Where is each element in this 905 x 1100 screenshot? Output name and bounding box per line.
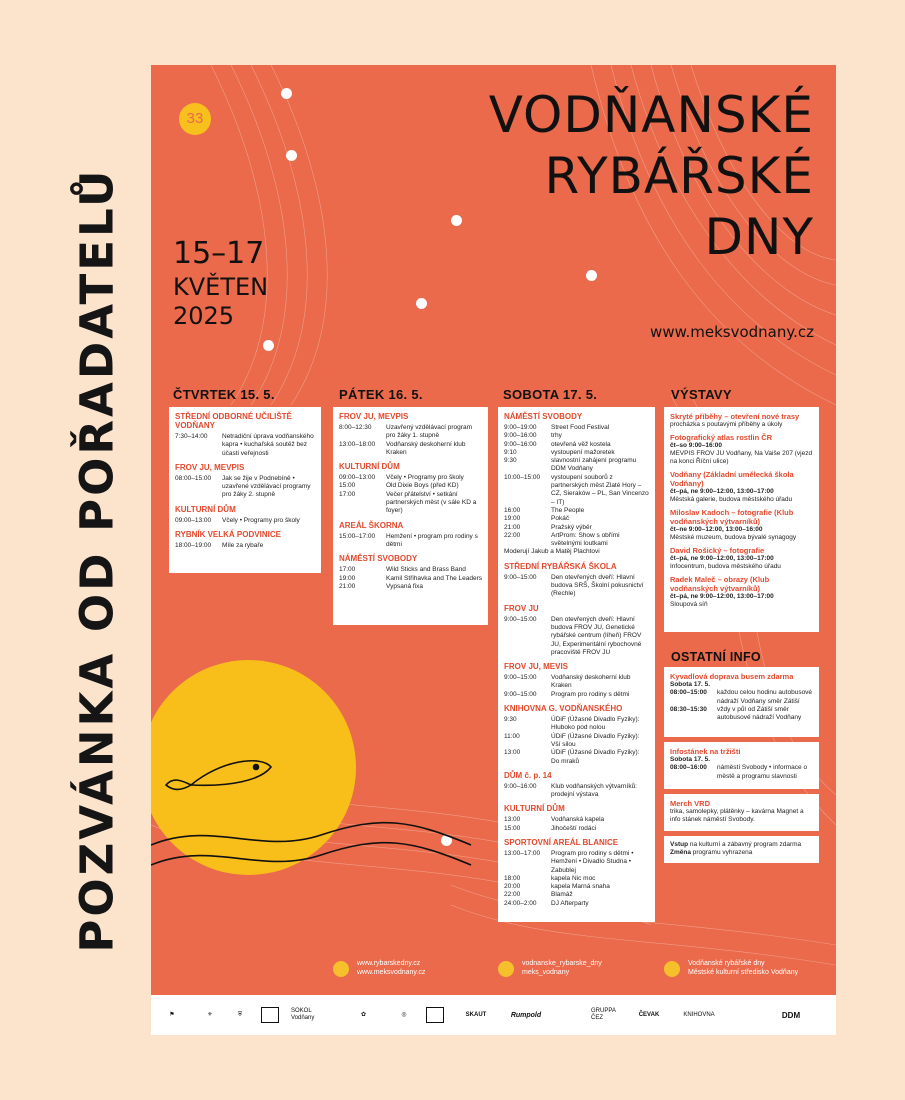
dot-decoration <box>416 298 427 309</box>
program-row: 17:00 Wild Sticks and Brass Band <box>339 566 466 574</box>
program-row: 9:00–19:00 Street Food Festival <box>504 424 610 431</box>
info-card-entry: Vstup na kulturní a zábavný program zdarma Změna programu vyhrazena <box>664 836 819 863</box>
program-row: 22:00 Blamáž <box>504 891 573 899</box>
program-row: 15:00–17:00 Hemžení • program pro rodiny s dětmi <box>339 532 478 548</box>
program-row: 9:30 slavnostní zahájení programu DDM Vodňany <box>504 457 637 473</box>
facebook-icon <box>498 961 514 977</box>
program-row: 9:00–15:00 Vodňanský deskoherní klub Kraken <box>504 674 631 690</box>
logo-emblem: ◎ <box>401 1011 407 1018</box>
program-row: 17:00 Večer přátelství • setkání partnerských měst (v sále KD a foyer) <box>339 490 477 515</box>
instagram-icon <box>664 961 680 977</box>
globe-icon <box>333 961 349 977</box>
venue-heading: FROV JU, MEVIS <box>504 662 569 672</box>
venue-heading: AREÁL ŠKORNA <box>339 520 404 530</box>
program-row: 21:00 Pražský výběr <box>504 523 592 531</box>
program-row: 13:00–17:00 Program pro rodiny s dětmi • Hemžení • Divadlo Studna • Zabublej <box>504 849 634 874</box>
date-range: 15–17 <box>173 236 265 271</box>
day-heading-friday: PÁTEK 16. 5. <box>339 387 423 402</box>
day-heading-thursday: ČTVRTEK 15. 5. <box>173 387 275 402</box>
program-row: 18:00 kapela Nic moc <box>504 874 596 882</box>
venue-heading: STŘEDNÍ RYBÁŘSKÁ ŠKOLA <box>504 561 617 571</box>
fish-illustration <box>151 725 481 875</box>
logo-sokol: SOKOL Vodňany <box>291 1008 315 1021</box>
exhibitions-heading: VÝSTAVY <box>671 387 732 402</box>
program-card-saturday <box>498 407 655 922</box>
logo-emblem: ✿ <box>360 1011 367 1018</box>
logo-emblem <box>261 1007 279 1023</box>
venue-heading: FROV JU, MEVPIS <box>175 462 245 472</box>
program-row: 9:00–16:00 otevřená věž kostela <box>504 440 611 448</box>
logo-rumpold: Rumpold <box>510 1011 542 1019</box>
event-poster <box>151 65 836 1035</box>
program-row: 11:00 ÚDiF (Úžasné Divadlo Fyziky): Vší silou <box>504 732 640 748</box>
program-note: Moderují Jakub a Matěj Plachtovi <box>504 548 600 556</box>
title-line: RYBÁŘSKÉ <box>544 147 814 205</box>
program-row: 18:00–19:00 Míle za rybaře <box>175 542 264 550</box>
exhibition-item: Skryté příběhy – otevření nové trasy procházka s poutavými příběhy a úkoly <box>670 412 800 428</box>
month: KVĚTEN <box>173 273 269 301</box>
footer-websites[interactable]: www.rybarskedny.cz www.meksvodnany.cz <box>333 960 425 977</box>
program-row: 21:00 Vypsaná fixa <box>339 582 423 590</box>
venue-heading: FROV JU, MEVPIS <box>339 412 409 421</box>
info-card-infostand: Infostánek na tržišti Sobota 17. 5. 08:00–16:00 náměstí Svobody • informace o městě a programu slavnosti <box>664 742 819 789</box>
logo-cevak: ČEVAK <box>638 1011 660 1018</box>
dot-decoration <box>451 215 462 226</box>
year: 2025 <box>173 302 235 330</box>
other-info-heading: OSTATNÍ INFO <box>671 650 761 664</box>
program-row: 9:30 ÚDiF (Úžasné Divadlo Fyziky): Hluboko pod nolou <box>504 716 640 732</box>
dot-decoration <box>586 270 597 281</box>
program-row: 19:00 Pokáč <box>504 515 570 523</box>
exhibition-item: Radek Maleč – obrazy (Klub vodňanských výtvarníků) čt–pá, ne 9:00–12:00, 13:00–17:00 Sloupová síň <box>670 575 774 608</box>
venue-heading: KULTURNÍ DŮM <box>339 462 400 472</box>
program-card-thursday <box>169 407 321 573</box>
program-row: 13:00 Vodňanská kapela <box>504 816 605 824</box>
venue-heading: SPORTOVNÍ AREÁL BLANICE <box>504 837 619 847</box>
dot-decoration <box>281 88 292 99</box>
festival-title <box>489 85 814 268</box>
exhibition-item: Fotografický atlas rostlin ČR čt–so 9:00–16:00 MEVPIS FROV JU Vodňany, Na Vaiše 207 (vjezd na konci Říční ulice) <box>670 433 813 465</box>
logo-knihovna: KNIHOVNA <box>683 1011 715 1018</box>
venue-heading: NÁMĚSTÍ SVOBODY <box>339 554 418 564</box>
exhibition-item: Miloslav Kadoch – fotografie (Klub vodňanských výtvarníků) čt–ne 9:00–12:00, 13:00–16:00 Městské muzeum, budova bývalé synagogy <box>670 508 797 541</box>
venue-heading: NÁMĚSTÍ SVOBODY <box>504 412 583 421</box>
program-row: 7:30–14:00 Netradiční úprava vodňanského kapra • kuchařská soutěž bez účasti veřejnosti <box>175 433 314 457</box>
program-row: 24:00–2:00 DJ Afterparty <box>504 899 589 907</box>
logo-emblem: ⛨ <box>237 1011 243 1018</box>
program-row: 16:00 The People <box>504 506 585 514</box>
venue-heading: DŮM č. p. 14 <box>504 770 552 780</box>
footer-instagram[interactable]: vodnanske_rybarske_dny meks_vodnany <box>498 960 602 977</box>
program-card-friday <box>333 407 488 625</box>
logo-ddm: DDM <box>781 1010 801 1020</box>
program-row: 09:00–13:00 Včely • Programy pro školy <box>339 474 464 482</box>
logo-emblem <box>426 1007 444 1023</box>
program-row: 15:00 Jihočeští rodáci <box>504 824 597 832</box>
exhibition-item: Vodňany (Základní umělecká škola Vodňany) čt–pá, ne 9:00–12:00, 13:00–17:00 Městská galerie, budova městského úřadu <box>670 470 794 503</box>
logo-cez: GRUPPA ČEZ <box>591 1008 616 1021</box>
program-row: 19:00 Kamil Střihavka and The Leaders <box>339 574 482 582</box>
logo-emblem: ⚜ <box>207 1011 213 1018</box>
dot-decoration <box>286 150 297 161</box>
program-row: 9:00–15:00 Den otevřených dveří: Hlavní budova SRŠ, Školní pokusnictví (Rechle) <box>504 573 644 598</box>
program-row: 22:00 ArtProm: Show s obřími světelnými loutkami <box>504 531 620 548</box>
partner-logos <box>151 995 836 1035</box>
dot-decoration <box>263 340 274 351</box>
festival-dates <box>173 235 268 331</box>
program-row: 20:00 kapela Marná snaha <box>504 883 610 891</box>
program-row: 9:00–16:00 trhy <box>504 432 562 440</box>
venue-heading: KNIHOVNA G. VODŇANSKÉHO <box>504 704 623 714</box>
program-row: 9:00–15:00 Den otevřených dveří: Hlavní budova FROV JU, Genetické rybářské centrum (líheň) FROV JU, Experimentální rybochovné pracoviště FROV JU <box>504 615 642 656</box>
venue-heading: FROV JU <box>504 603 539 613</box>
venue-heading: KULTURNÍ DŮM <box>504 804 565 814</box>
program-row: 13:00 ÚDiF (Úžasné Divadlo Fyziky): Do mraků <box>504 749 640 765</box>
program-row: 09:00–13:00 Včely • Programy pro školy <box>175 516 300 524</box>
venue-heading: STŘEDNÍ ODBORNÉ UČILIŠTĚ VODŇANY <box>175 412 292 430</box>
side-title <box>22 40 162 1040</box>
website-url: www.meksvodnany.cz <box>650 323 814 341</box>
program-row: 15:00 Old Dixie Boys (před KD) <box>339 482 459 490</box>
program-row: 9:00–15:00 Program pro rodiny s dětmi <box>504 690 630 698</box>
footer-facebook[interactable]: Vodňanské rybářské dny Městské kulturní středisko Vodňany <box>664 960 798 977</box>
exhibitions-card <box>664 407 819 632</box>
program-row: 8:00–12:30 Uzavřený vzdělávací program pro žáky 1. stupně <box>339 424 472 440</box>
logo-skaut: SKAUT <box>465 1011 487 1018</box>
edition-badge: 33 <box>179 103 211 135</box>
logo-emblem: ⚑ <box>169 1011 175 1018</box>
program-row: 9:10 vystoupení mažoretek <box>504 448 615 456</box>
info-card-merch: Merch VRD trika, samolepky, plátěnky – kavárna Magnet a info stánek náměstí Svobody. <box>664 794 819 831</box>
info-card-bus: Kyvadlová doprava busem zdarma Sobota 17. 5. 08:00–15:00 každou celou hodinu autobusové nádraží Vodňany směr Zátiší 08:30–15:30 vždy v půl od Zátiší směr autobusové nádraží Vodňany <box>664 667 819 737</box>
day-heading-saturday: SOBOTA 17. 5. <box>503 387 598 402</box>
program-row: 08:00–15:00 Jak se žije v Podnebíně • uzavřené vzdělávací programy pro žáky 2. stupně <box>175 474 311 499</box>
program-row: 13:00–18:00 Vodňanský deskoherní klub Kraken <box>339 440 466 456</box>
side-title-text: POZVÁNKA OD POŘADATELŮ <box>70 167 124 953</box>
program-row: 9:00–16:00 Klub vodňanských výtvarníků: prodejní výstava <box>504 782 637 799</box>
title-line: VODŇANSKÉ <box>488 86 814 144</box>
program-row: 10:00–15:00 vystoupení souborů z partnerských měst Zlaté Hory – CZ, Sieraków – PL, San Vincenzo – IT) <box>504 473 649 506</box>
venue-heading: KULTURNÍ DŮM <box>175 504 236 514</box>
venue-heading: RYBNÍK VELKÁ PODVINICE <box>175 530 281 540</box>
exhibition-item: David Rošický – fotografie čt–pá, ne 9:00–12:00, 13:00–17:00 Infocentrum, budova městského úřadu <box>670 546 781 570</box>
title-line: DNY <box>704 208 814 266</box>
